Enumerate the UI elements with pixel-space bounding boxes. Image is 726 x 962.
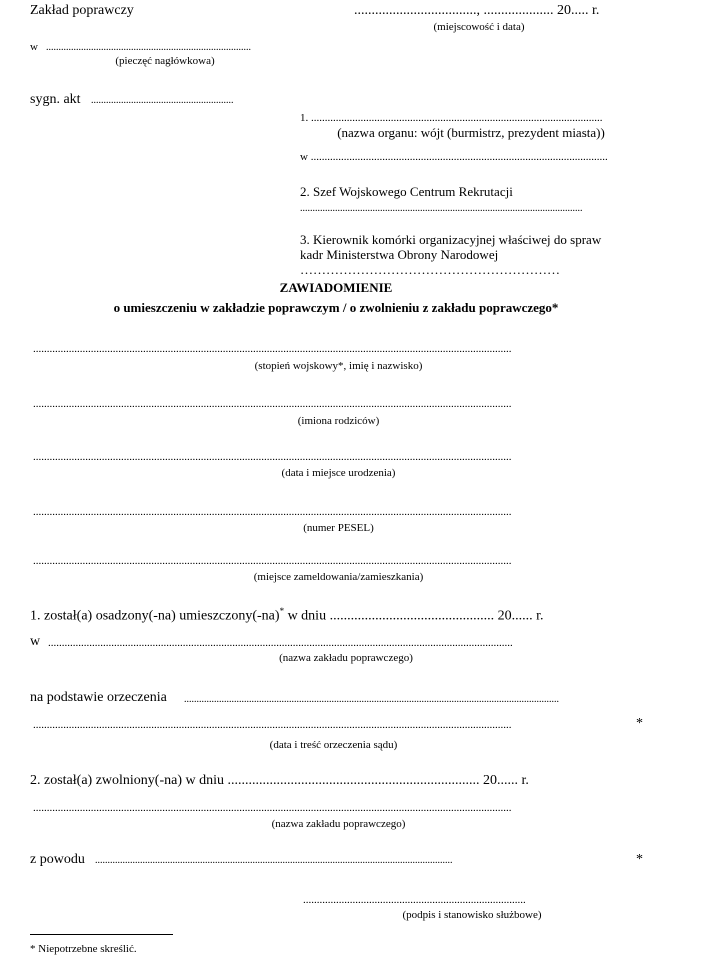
field-pesel-line[interactable]: .............................................................................................................................................................................. (33, 506, 512, 518)
recipient-2-text: 2. Szef Wojskowego Centrum Rekrutacji (300, 184, 513, 199)
recipient-3-line[interactable]: …………………………………………………… (300, 262, 560, 277)
reason-label: z powodu (30, 852, 85, 867)
basis-line[interactable]: ...................................................................................................................................................... (184, 694, 559, 705)
institution-label: Zakład poprawczy (30, 3, 134, 18)
document-title: ZAWIADOMIENIE (279, 280, 393, 295)
section-1-w-line[interactable]: ......................................................................................................................................................................... (48, 637, 513, 649)
place-date-caption: (miejscowość i data) (433, 21, 525, 33)
field-pesel-caption: (numer PESEL) (303, 522, 374, 534)
signature-line[interactable]: ................................................................................. (303, 894, 526, 906)
field-rank-name-caption: (stopień wojskowy*, imię i nazwisko) (254, 360, 423, 372)
section-1-label: 1. został(a) osadzony(-na) umieszczony(-na) (30, 608, 280, 624)
place-date-line[interactable]: ..................................., .................... 20..... r. (354, 3, 600, 18)
section-2-line[interactable]: .............................................................................................................................................................................. (33, 802, 512, 814)
section-1-w-prefix: w (30, 634, 41, 649)
ref-label: sygn. akt (30, 92, 81, 107)
field-birth-line[interactable]: .............................................................................................................................................................................. (33, 451, 512, 463)
w-line[interactable]: .................................................................................. (46, 42, 251, 53)
field-parents-line[interactable]: .............................................................................................................................................................................. (33, 398, 512, 410)
field-birth-caption: (data i miejsce urodzenia) (281, 467, 396, 479)
stamp-caption: (pieczęć nagłówkowa) (115, 55, 215, 67)
reason-star: * (636, 852, 643, 867)
ref-line[interactable]: ......................................................... (91, 95, 234, 106)
w-prefix: w (30, 41, 38, 53)
basis-label: na podstawie orzeczenia (30, 690, 167, 705)
section-1-w-caption: (nazwa zakładu poprawczego) (279, 652, 413, 664)
section-1-date[interactable]: w dniu ............................................... 20...... r. (284, 608, 544, 624)
recipient-3-text-1: 3. Kierownik komórki organizacyjnej właściwej do spraw (300, 232, 602, 247)
reason-line[interactable]: ............................................................................................................................................... (95, 855, 453, 866)
field-address-caption: (miejsce zameldowania/zamieszkania) (253, 571, 424, 583)
section-1-star: * (279, 606, 285, 616)
recipient-1-w-line[interactable]: w ............................................................................................................ (300, 151, 608, 163)
section-2-caption: (nazwa zakładu poprawczego) (271, 818, 406, 830)
footnote-divider (30, 934, 173, 935)
recipient-1-caption: (nazwa organu: wójt (burmistrz, prezydent miasta)) (337, 125, 605, 140)
field-address-line[interactable]: .............................................................................................................................................................................. (33, 555, 512, 567)
recipient-3-text-2: kadr Ministerstwa Obrony Narodowej (300, 247, 499, 262)
field-rank-name-line[interactable]: .............................................................................................................................................................................. (33, 343, 512, 355)
basis-star: * (636, 716, 643, 731)
recipient-2-line[interactable]: ................................................................................................................. (300, 203, 583, 214)
section-2-text[interactable]: 2. został(a) zwolniony(-na) w dniu ........................................................................ 20...... r. (30, 773, 529, 788)
field-parents-caption: (imiona rodziców) (297, 415, 380, 427)
basis-line-2[interactable]: .............................................................................................................................................................................. (33, 719, 512, 731)
footnote-text: * Niepotrzebne skreślić. (30, 943, 137, 955)
signature-caption: (podpis i stanowisko służbowe) (402, 909, 542, 921)
section-1-text (30, 606, 543, 625)
basis-caption: (data i treść orzeczenia sądu) (269, 739, 398, 751)
document-subtitle: o umieszczeniu w zakładzie poprawczym / o zwolnieniu z zakładu poprawczego* (113, 300, 559, 315)
recipient-1-line[interactable]: 1. .......................................................................................................... (300, 112, 603, 124)
